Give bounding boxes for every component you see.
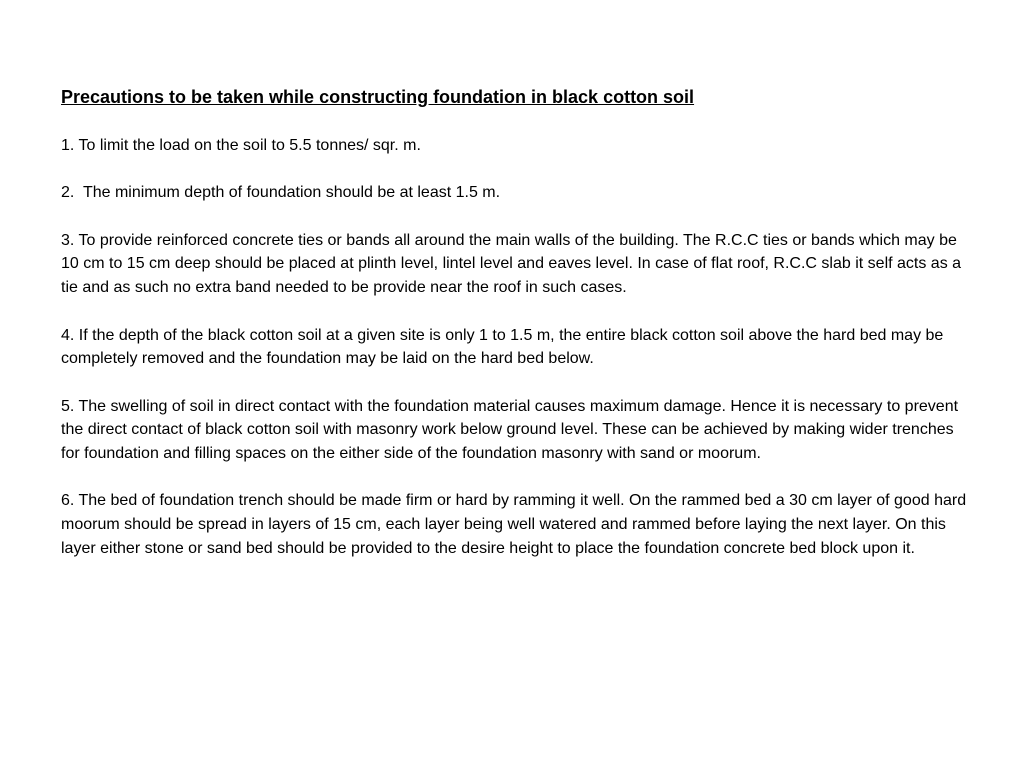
point-4: 4. If the depth of the black cotton soil at a given site is only 1 to 1.5 m, the entire black cotton soil above the hard bed may be completely removed and the foundation may be laid on the hard bed below. <box>61 326 944 368</box>
spacer <box>61 300 971 324</box>
page-title: Precautions to be taken while constructing foundation in black cotton soil <box>61 87 695 107</box>
spacer <box>61 371 971 395</box>
point-1: 1. To limit the load on the soil to 5.5 tonnes/ sqr. m. <box>61 137 421 154</box>
point-3: 3. To provide reinforced concrete ties or bands all around the main walls of the building. The R.C.C ties or bands which may be 10 cm to 15 cm deep should be placed at plinth level, lintel level and eaves level. In case of flat roof, R.C.C slab it self acts as a tie and as such no extra band needed to be provide near the roof in such cases. <box>61 231 962 297</box>
point-5: 5. The swelling of soil in direct contact with the foundation material causes maximum damage. Hence it is necessary to prevent the direct contact of black cotton soil with masonry work below ground level. These can be achieved by making wider trenches for foundation and filling spaces on the either side of the foundation masonry with sand or moorum. <box>61 397 959 463</box>
spacer <box>61 466 971 490</box>
point-6: 6. The bed of foundation trench should be made firm or hard by ramming it well. On the rammed bed a 30 cm layer of good hard moorum should be spread in layers of 15 cm, each layer being well watered and rammed before laying the next layer. On this layer either stone or sand bed should be provided to the desire height to place the foundation concrete bed block upon it. <box>61 492 967 557</box>
point-2: 2. The minimum depth of foundation should be at least 1.5 m. <box>61 184 501 202</box>
spacer <box>61 158 971 182</box>
spacer <box>61 205 971 229</box>
slide-content <box>61 84 971 561</box>
spacer <box>61 110 971 134</box>
